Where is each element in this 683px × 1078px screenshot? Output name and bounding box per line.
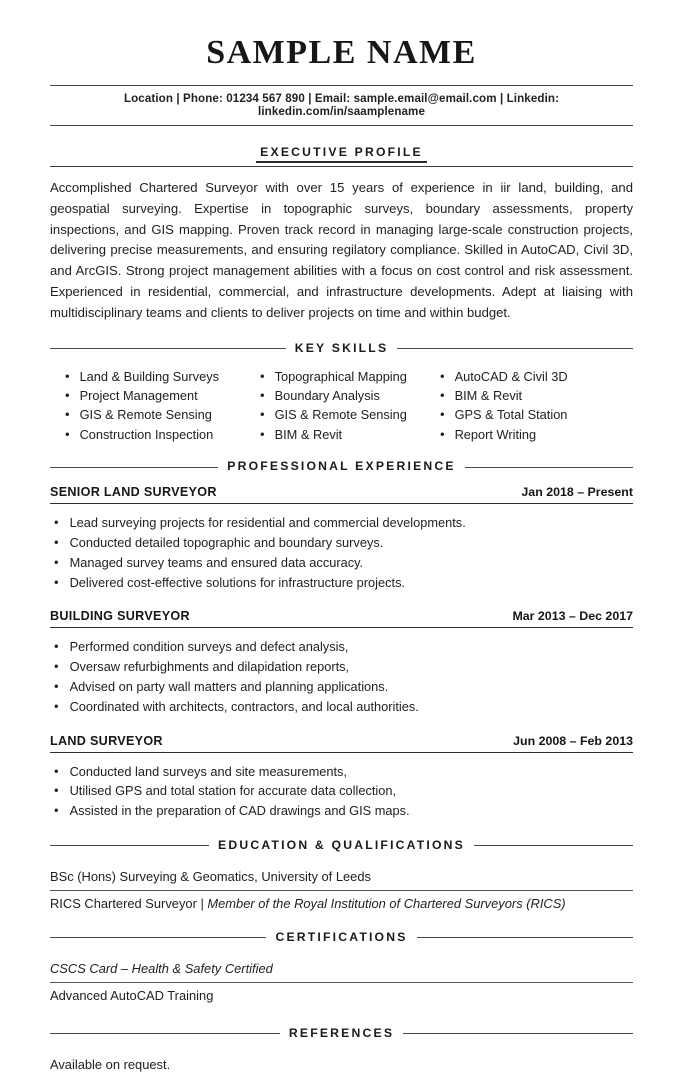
education-block xyxy=(50,864,633,917)
contact-bar xyxy=(50,85,633,126)
membership-prefix: RICS Chartered Surveyor | xyxy=(50,895,208,911)
job-dates: Jan 2018 – Present xyxy=(521,485,633,500)
contact-line: Location | Phone: 01234 567 890 | Email: sample.email@email.com | Linkedin: linkedin.com/in/saamplename xyxy=(123,92,560,118)
job-entry-building-surveyor xyxy=(50,609,633,716)
references-text: Available on request. xyxy=(50,1056,171,1072)
job-bullet: • Advised on party wall matters and planning applications. xyxy=(50,677,633,697)
section-header-certifications xyxy=(50,930,633,944)
job-dates: Jun 2008 – Feb 2013 xyxy=(513,733,633,748)
section-header-key-skills xyxy=(50,341,633,355)
job-title: BUILDING SURVEYOR xyxy=(50,609,190,624)
skill-item: • Construction Inspection xyxy=(65,425,260,444)
job-entry-land-surveyor xyxy=(50,734,633,821)
skill-item: • Topographical Mapping xyxy=(260,367,440,386)
section-header-education xyxy=(50,838,633,852)
job-title: LAND SURVEYOR xyxy=(50,733,163,748)
skill-item: • Boundary Analysis xyxy=(260,386,440,405)
skill-item: • Project Management xyxy=(65,386,260,405)
job-header xyxy=(50,609,633,628)
job-bullet: • Performed condition surveys and defect analysis, xyxy=(50,637,633,657)
section-title: EXECUTIVE PROFILE xyxy=(256,145,427,163)
skill-item: • Land & Building Surveys xyxy=(65,367,260,386)
job-bullet: • Lead surveying projects for residential and commercial developments. xyxy=(50,513,633,533)
certification-autocad: Advanced AutoCAD Training xyxy=(50,987,214,1003)
skill-item: • GIS & Remote Sensing xyxy=(260,405,440,424)
certification-cscs: CSCS Card – Health & Safety Certified xyxy=(50,956,633,983)
job-title: SENIOR LAND SURVEYOR xyxy=(50,485,217,500)
section-header-professional-experience xyxy=(50,459,633,473)
job-bullet: • Conducted land surveys and site measurements, xyxy=(50,762,633,782)
skill-item: • BIM & Revit xyxy=(440,386,633,405)
job-dates: Mar 2013 – Dec 2017 xyxy=(512,609,633,624)
job-bullet-list xyxy=(50,513,633,592)
job-bullet: • Oversaw refurbighments and dilapidation reports, xyxy=(50,657,633,677)
skill-item: • BIM & Revit xyxy=(260,425,440,444)
section-title: CERTIFICATIONS xyxy=(275,929,408,944)
job-entry-senior-land-surveyor xyxy=(50,485,633,592)
job-bullet-list xyxy=(50,637,633,716)
certifications-block xyxy=(50,956,633,1009)
section-header-references xyxy=(50,1026,633,1040)
section-title: KEY SKILLS xyxy=(294,340,389,355)
skill-item: • GPS & Total Station xyxy=(440,405,633,424)
skill-item: • GIS & Remote Sensing xyxy=(65,405,260,424)
job-bullet: • Assisted in the preparation of CAD drawings and GIS maps. xyxy=(50,801,633,821)
section-title: REFERENCES xyxy=(288,1025,395,1040)
job-bullet: • Coordinated with architects, contractors, and local authorities. xyxy=(50,697,633,717)
section-title: EDUCATION & QUALIFICATIONS xyxy=(218,837,465,852)
job-bullet: • Conducted detailed topographic and boundary surveys. xyxy=(50,533,633,553)
job-bullet: • Delivered cost-effective solutions for infrastructure projects. xyxy=(50,573,633,593)
candidate-name: SAMPLE NAME xyxy=(206,34,477,71)
job-bullet-list xyxy=(50,762,633,821)
key-skills-grid xyxy=(50,367,633,445)
executive-profile-text: Accomplished Chartered Surveyor with over 15 years of experience in iir land, building, and geospatial surveying. Expertise in topographic surveys, boundary assessments, property inspections, and GIS mapping. Proven track record in managing large-scale construction projects, delivering precise measurements, and ensuring regilatory compliance. Skilled in AutoCAD, Civil 3D, and ArcGIS. Strong project management abilities with a focus on cost control and risk assessment. Experienced in residential, commercial, and infrastructure developments. Adept at liaising with multidisciplinary teams and clients to deliver projects on time and within budget. xyxy=(50,180,633,320)
membership-detail: Member of the Royal Institution of Chartered Surveyors (RICS) xyxy=(207,895,566,911)
skills-column-2 xyxy=(260,367,440,445)
skills-column-1 xyxy=(65,367,260,445)
education-membership xyxy=(50,891,633,917)
section-title: PROFESSIONAL EXPERIENCE xyxy=(227,459,456,474)
job-header xyxy=(50,734,633,753)
skills-column-3 xyxy=(440,367,633,445)
job-bullet: • Utilised GPS and total station for accurate data collection, xyxy=(50,781,633,801)
skill-item: • Report Writing xyxy=(440,425,633,444)
skill-item: • AutoCAD & Civil 3D xyxy=(440,367,633,386)
education-degree: BSc (Hons) Surveying & Geomatics, University of Leeds xyxy=(50,864,633,891)
job-header xyxy=(50,485,633,504)
section-header-executive-profile xyxy=(50,143,633,167)
job-bullet: • Managed survey teams and ensured data accuracy. xyxy=(50,553,633,573)
